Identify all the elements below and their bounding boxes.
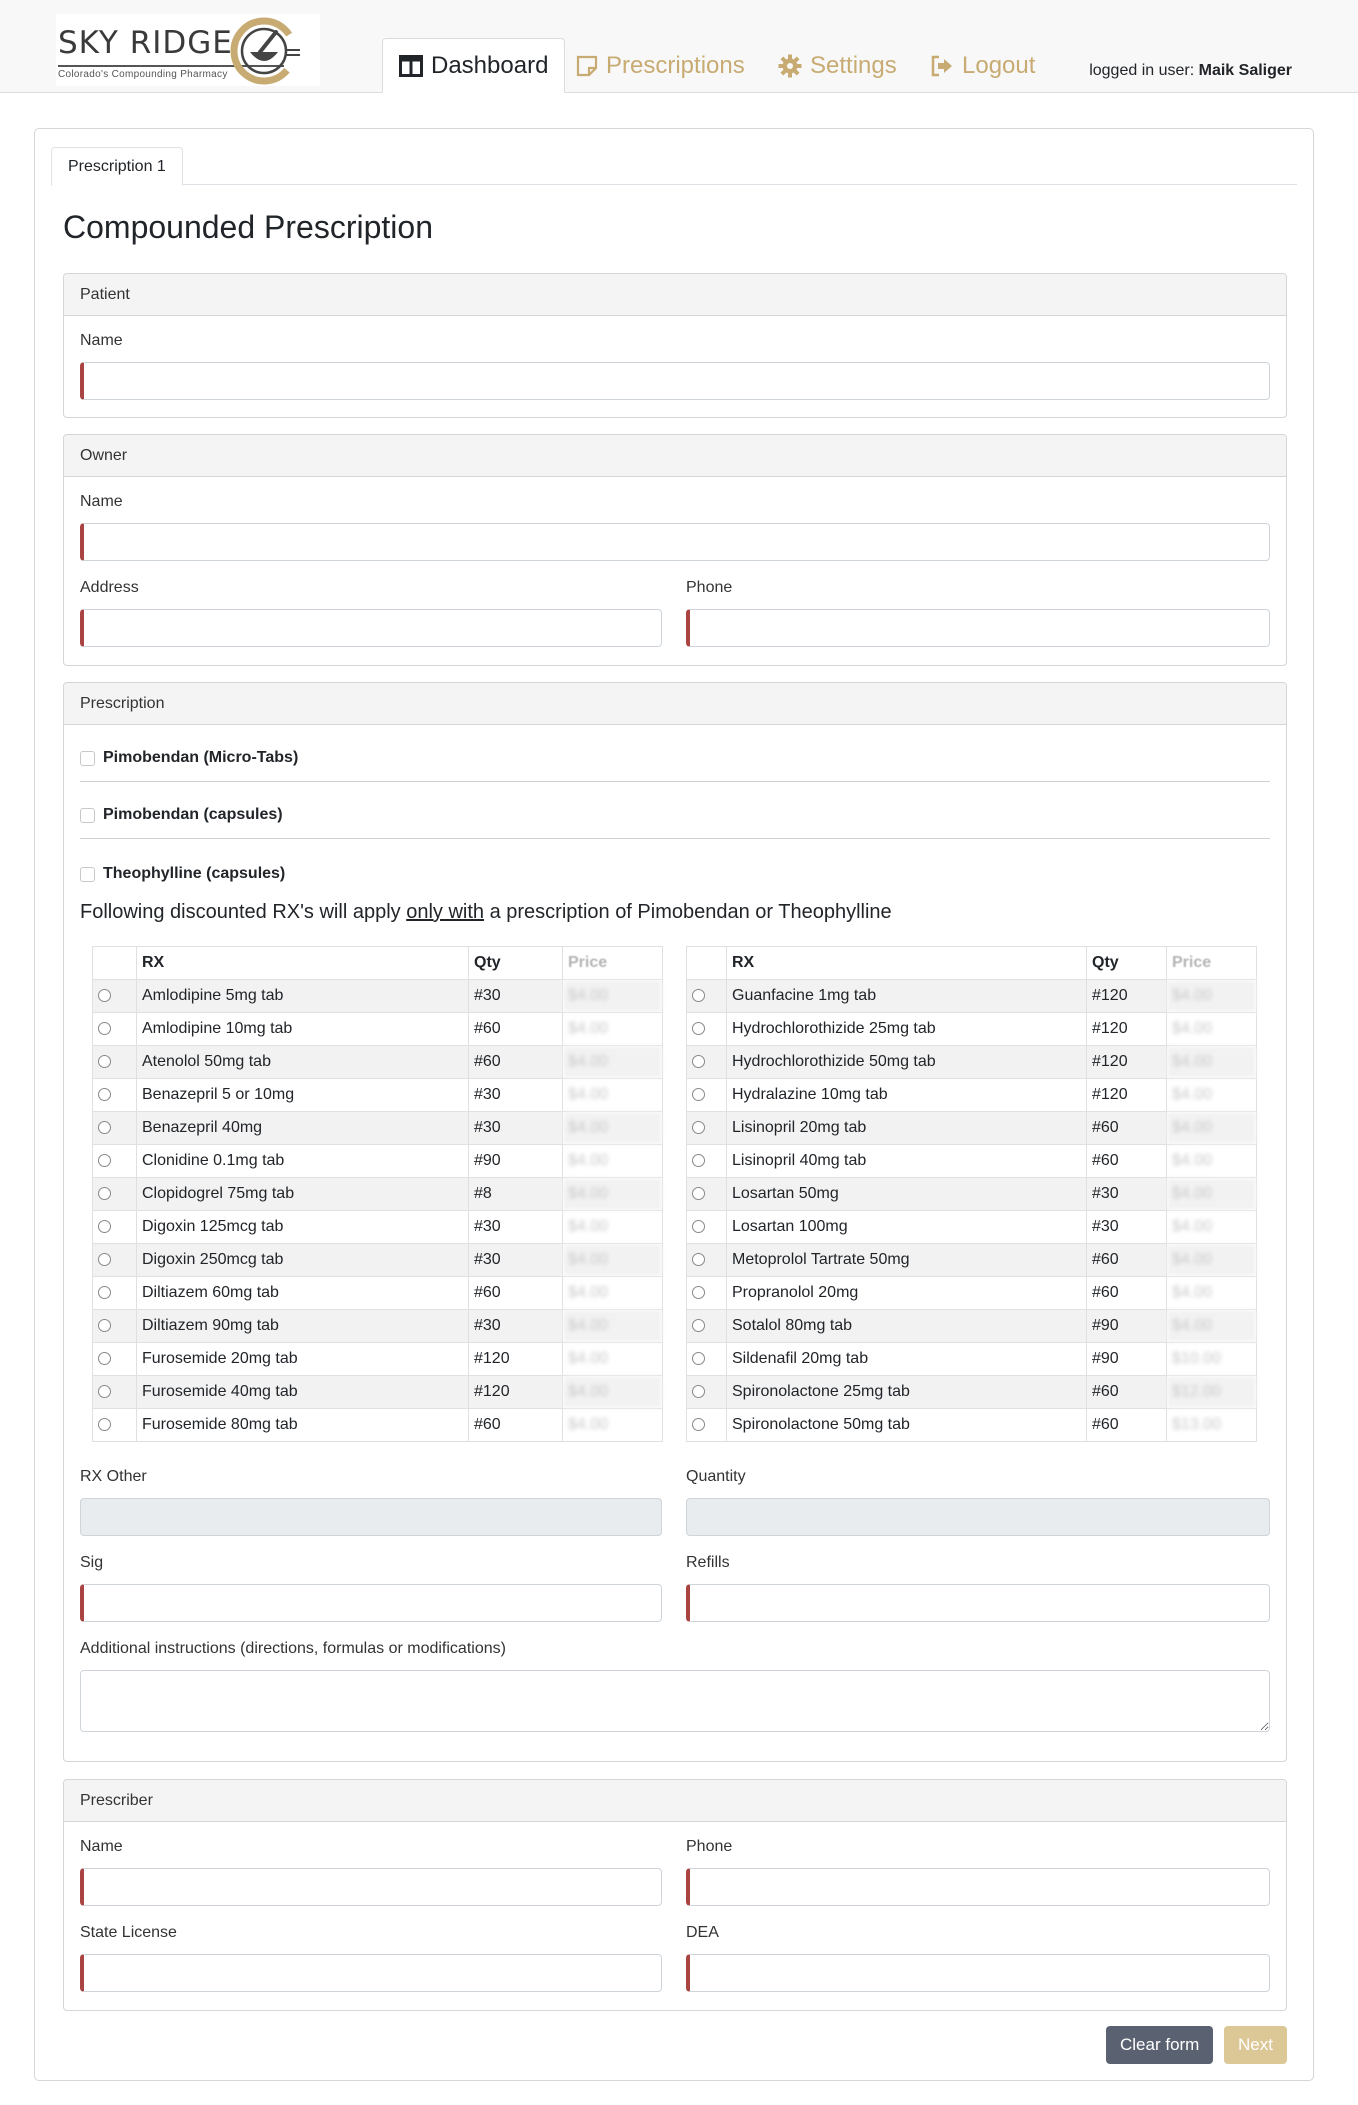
rx-row[interactable] [687,1343,1257,1376]
nav-logout-label: Logout [962,51,1036,79]
rx-price: $4.00 [563,1211,663,1244]
rx-radio[interactable] [692,1154,705,1167]
rx-row[interactable] [93,1079,663,1112]
rx-radio[interactable] [98,1286,111,1299]
rx-radio-cell[interactable] [93,980,137,1013]
rx-qty: #30 [469,980,563,1013]
rx-qty: #60 [469,1013,563,1046]
patient-header: Patient [64,274,1286,316]
rx-name: Diltiazem 60mg tab [137,1277,469,1310]
rx-row[interactable] [93,1013,663,1046]
nav-settings[interactable] [778,38,897,93]
rx-price: $4.00 [563,1310,663,1343]
quantity-input [686,1498,1270,1536]
rx-name: Sotalol 80mg tab [727,1310,1087,1343]
dea-input[interactable] [686,1954,1270,1992]
columns-icon [399,55,423,77]
clear-form-button[interactable]: Clear form [1106,2026,1213,2064]
rx-row[interactable] [93,1112,663,1145]
rx-radio[interactable] [692,1253,705,1266]
rx-radio-cell[interactable] [93,1376,137,1409]
qty-col-header: Qty [1087,947,1167,980]
rx-name: Diltiazem 90mg tab [137,1310,469,1343]
rx-radio[interactable] [98,1088,111,1101]
rx-name: Clonidine 0.1mg tab [137,1145,469,1178]
rx-radio[interactable] [692,1385,705,1398]
radio-col-header [93,947,137,980]
rx-radio-cell[interactable] [93,1112,137,1145]
rx-qty: #30 [469,1310,563,1343]
quantity-label: Quantity [686,1468,746,1485]
rx-radio-cell[interactable] [687,1244,727,1277]
rx-price: $4.00 [1167,1310,1257,1343]
rx-row[interactable] [93,1409,663,1442]
rx-radio[interactable] [98,1418,111,1431]
rx-radio-cell[interactable] [687,1046,727,1079]
rx-name: Hydrochlorothizide 25mg tab [727,1013,1087,1046]
rx-qty: #120 [1087,1013,1167,1046]
prescriber-phone-label: Phone [686,1838,733,1855]
rx-price: $4.00 [563,1079,663,1112]
discount-note-emphasis: only with [406,901,485,923]
rx-radio[interactable] [98,1154,111,1167]
gear-icon [778,54,802,78]
pimobendan-microtabs-label: Pimobendan (Micro-Tabs) [103,749,299,766]
rx-qty: #60 [1087,1244,1167,1277]
rx-radio-cell[interactable] [687,1376,727,1409]
rx-price: $4.00 [1167,1277,1257,1310]
rx-price: $4.00 [563,1145,663,1178]
rx-radio[interactable] [692,1022,705,1035]
rx-name: Clopidogrel 75mg tab [137,1178,469,1211]
rx-name: Amlodipine 10mg tab [137,1013,469,1046]
rx-name: Spironolactone 25mg tab [727,1376,1087,1409]
rx-radio[interactable] [98,1220,111,1233]
rx-row[interactable] [93,1277,663,1310]
rx-radio[interactable] [98,989,111,1002]
pimobendan-capsules-checkbox[interactable] [80,808,95,823]
prescriber-phone-input[interactable] [686,1868,1270,1906]
rx-row[interactable] [93,1046,663,1079]
rx-row[interactable] [687,1112,1257,1145]
rx-price: $4.00 [563,1112,663,1145]
additional-instructions-textarea[interactable] [80,1670,1270,1732]
rx-qty: #120 [469,1376,563,1409]
rx-row[interactable] [687,1211,1257,1244]
rx-qty: #120 [1087,1079,1167,1112]
rx-row[interactable] [687,1013,1257,1046]
main-card [34,128,1314,2081]
rx-radio-cell[interactable] [687,1211,727,1244]
refills-input[interactable] [686,1584,1270,1622]
rx-qty: #90 [1087,1310,1167,1343]
rx-row[interactable] [93,1244,663,1277]
prescriber-header: Prescriber [64,1780,1286,1822]
rx-name: Losartan 100mg [727,1211,1087,1244]
rx-name: Furosemide 40mg tab [137,1376,469,1409]
rx-qty: #60 [1087,1145,1167,1178]
rx-name: Sildenafil 20mg tab [727,1343,1087,1376]
rx-row[interactable] [687,1145,1257,1178]
patient-name-input[interactable] [80,362,1270,400]
rx-qty: #30 [469,1079,563,1112]
rx-radio-cell[interactable] [93,1244,137,1277]
rx-price: $4.00 [563,1376,663,1409]
rx-radio[interactable] [692,1187,705,1200]
rx-radio-cell[interactable] [93,1079,137,1112]
owner-phone-label: Phone [686,579,733,596]
rx-radio-cell[interactable] [93,1409,137,1442]
rx-radio-cell[interactable] [687,1079,727,1112]
rx-price: $4.00 [1167,1244,1257,1277]
mortar-pestle-icon [230,16,302,86]
rx-name: Digoxin 250mcg tab [137,1244,469,1277]
rx-price: $4.00 [563,1013,663,1046]
rx-radio[interactable] [692,1418,705,1431]
rx-qty: #30 [469,1112,563,1145]
rx-qty: #120 [1087,1046,1167,1079]
rx-price: $4.00 [563,980,663,1013]
rx-qty: #90 [1087,1343,1167,1376]
rx-price: $4.00 [563,1046,663,1079]
rx-qty: #30 [1087,1211,1167,1244]
option-pimobendan-microtabs[interactable] [80,749,298,767]
rx-row[interactable] [93,1343,663,1376]
rx-name: Benazepril 5 or 10mg [137,1079,469,1112]
radio-col-header [687,947,727,980]
rx-price: $4.00 [1167,1211,1257,1244]
nav-logout[interactable] [930,38,1035,93]
prescriber-section [63,1779,1287,2011]
state-license-label: State License [80,1924,177,1941]
nav-settings-label: Settings [810,51,897,79]
rx-row[interactable] [687,1310,1257,1343]
discount-note-end: a prescription of Pimobendan or Theophylline [484,901,892,923]
rx-price: $4.00 [1167,1112,1257,1145]
rx-radio[interactable] [692,989,705,1002]
price-col-header: Price [1167,947,1257,980]
rx-row[interactable] [687,1244,1257,1277]
nav-dashboard[interactable] [382,38,565,93]
rx-qty: #60 [1087,1409,1167,1442]
rx-radio[interactable] [98,1319,111,1332]
prescription-tabs [51,147,1297,185]
owner-phone-input[interactable] [686,609,1270,647]
rx-row[interactable] [93,1145,663,1178]
rx-radio-cell[interactable] [687,1343,727,1376]
owner-address-input[interactable] [80,609,662,647]
rx-qty: #60 [469,1409,563,1442]
rx-radio[interactable] [98,1022,111,1035]
rx-row[interactable] [687,1409,1257,1442]
rx-price: $4.00 [1167,1178,1257,1211]
rx-price: $4.00 [563,1244,663,1277]
price-col-header: Price [563,947,663,980]
sig-label: Sig [80,1554,104,1571]
rx-price: $12.00 [1167,1376,1257,1409]
rx-radio-cell[interactable] [93,1046,137,1079]
owner-address-label: Address [80,579,139,596]
refills-label: Refills [686,1554,730,1571]
logout-icon [930,55,954,77]
rx-price: $4.00 [1167,1046,1257,1079]
rx-radio-cell[interactable] [687,1409,727,1442]
rx-name: Benazepril 40mg [137,1112,469,1145]
nav-dashboard-label: Dashboard [431,51,549,79]
rx-qty: #120 [469,1343,563,1376]
rx-row[interactable] [93,1211,663,1244]
dea-label: DEA [686,1924,719,1941]
patient-name-label: Name [80,332,123,349]
option-theophylline-capsules[interactable] [80,865,285,883]
rx-qty: #30 [1087,1178,1167,1211]
rx-name: Furosemide 80mg tab [137,1409,469,1442]
rx-price: $4.00 [563,1343,663,1376]
rx-qty: #60 [469,1046,563,1079]
next-button[interactable]: Next [1224,2026,1287,2064]
rx-name: Atenolol 50mg tab [137,1046,469,1079]
rx-radio-cell[interactable] [687,1277,727,1310]
rx-table-right [686,946,1257,1442]
rx-radio[interactable] [98,1187,111,1200]
rx-radio[interactable] [692,1055,705,1068]
rx-radio[interactable] [98,1352,111,1365]
rx-radio-cell[interactable] [687,1178,727,1211]
rx-name: Digoxin 125mcg tab [137,1211,469,1244]
rx-row[interactable] [93,980,663,1013]
rx-qty: #60 [1087,1277,1167,1310]
patient-section [63,273,1287,418]
rx-radio-cell[interactable] [687,980,727,1013]
rx-qty: #30 [469,1211,563,1244]
rx-row[interactable] [687,1178,1257,1211]
rx-name: Lisinopril 20mg tab [727,1112,1087,1145]
pimobendan-capsules-label: Pimobendan (capsules) [103,806,283,823]
rx-radio[interactable] [98,1253,111,1266]
rx-radio[interactable] [692,1220,705,1233]
rx-radio-cell[interactable] [93,1178,137,1211]
rx-col-header: RX [137,947,469,980]
rx-name: Spironolactone 50mg tab [727,1409,1087,1442]
rx-radio[interactable] [692,1286,705,1299]
pimobendan-microtabs-checkbox[interactable] [80,751,95,766]
rx-price: $4.00 [1167,1013,1257,1046]
prescriber-name-input[interactable] [80,1868,662,1906]
option-pimobendan-capsules[interactable] [80,806,283,824]
discount-note [80,901,892,924]
rx-row[interactable] [687,1376,1257,1409]
brand-logo[interactable] [56,14,320,86]
rx-price: $13.00 [1167,1409,1257,1442]
rx-name: Amlodipine 5mg tab [137,980,469,1013]
rx-radio-cell[interactable] [687,1310,727,1343]
rx-price: $4.00 [563,1409,663,1442]
rx-radio-cell[interactable] [93,1013,137,1046]
logged-in-prefix: logged in user: [1089,62,1195,79]
owner-name-label: Name [80,493,123,510]
nav-prescriptions[interactable] [576,38,745,93]
rx-qty: #120 [1087,980,1167,1013]
theophylline-capsules-label: Theophylline (capsules) [103,865,286,882]
rx-col-header: RX [727,947,1087,980]
rx-radio[interactable] [692,1088,705,1101]
rx-name: Metoprolol Tartrate 50mg [727,1244,1087,1277]
prescription-header: Prescription [64,683,1286,725]
rx-qty: #8 [469,1178,563,1211]
rx-name: Guanfacine 1mg tab [727,980,1087,1013]
rx-price: $4.00 [1167,1145,1257,1178]
owner-name-input[interactable] [80,523,1270,561]
divider [80,781,1270,782]
rx-name: Hydralazine 10mg tab [727,1079,1087,1112]
rx-other-label: RX Other [80,1468,147,1485]
state-license-input[interactable] [80,1954,662,1992]
rx-radio-cell[interactable] [93,1211,137,1244]
brand-tagline: Colorado's Compounding Pharmacy [58,69,228,80]
rx-row[interactable] [93,1310,663,1343]
rx-name: Propranolol 20mg [727,1277,1087,1310]
rx-name: Lisinopril 40mg tab [727,1145,1087,1178]
rx-row[interactable] [687,980,1257,1013]
rx-row[interactable] [687,1079,1257,1112]
rx-radio-cell[interactable] [93,1310,137,1343]
rx-radio[interactable] [98,1385,111,1398]
rx-radio-cell[interactable] [93,1343,137,1376]
rx-qty: #60 [1087,1376,1167,1409]
rx-price: $10.00 [1167,1343,1257,1376]
rx-row[interactable] [687,1277,1257,1310]
note-icon [576,55,598,77]
page-title: Compounded Prescription [63,209,433,245]
prescriber-name-label: Name [80,1838,123,1855]
rx-qty: #60 [469,1277,563,1310]
rx-price: $4.00 [1167,1079,1257,1112]
rx-row[interactable] [93,1178,663,1211]
rx-price: $4.00 [1167,980,1257,1013]
rx-radio-cell[interactable] [687,1145,727,1178]
rx-radio-cell[interactable] [687,1112,727,1145]
rx-row[interactable] [687,1046,1257,1079]
rx-radio[interactable] [692,1319,705,1332]
rx-price: $4.00 [563,1178,663,1211]
top-navbar [0,0,1358,93]
rx-name: Hydrochlorothizide 50mg tab [727,1046,1087,1079]
rx-radio-cell[interactable] [93,1277,137,1310]
rx-radio[interactable] [692,1121,705,1134]
rx-radio[interactable] [692,1352,705,1365]
rx-radio-cell[interactable] [93,1145,137,1178]
qty-col-header: Qty [469,947,563,980]
sig-input[interactable] [80,1584,662,1622]
divider [80,838,1270,839]
rx-other-input [80,1498,662,1536]
rx-radio[interactable] [98,1121,111,1134]
theophylline-capsules-checkbox[interactable] [80,867,95,882]
rx-qty: #90 [469,1145,563,1178]
additional-instructions-label: Additional instructions (directions, formulas or modifications) [80,1640,506,1657]
owner-section [63,434,1287,666]
tab-prescription-1[interactable]: Prescription 1 [51,147,183,186]
rx-table-left [92,946,663,1442]
rx-row[interactable] [93,1376,663,1409]
rx-qty: #60 [1087,1112,1167,1145]
brand-name: SKY RIDGE [58,25,233,61]
nav-prescriptions-label: Prescriptions [606,51,745,79]
prescription-section [63,682,1287,1762]
logged-in-user [1089,62,1292,80]
rx-qty: #30 [469,1244,563,1277]
discount-note-start: Following discounted RX's will apply [80,901,407,923]
rx-price: $4.00 [563,1277,663,1310]
rx-name: Furosemide 20mg tab [137,1343,469,1376]
logged-in-username: Maik Saliger [1198,62,1292,79]
rx-radio-cell[interactable] [687,1013,727,1046]
owner-header: Owner [64,435,1286,477]
rx-name: Losartan 50mg [727,1178,1087,1211]
rx-radio[interactable] [98,1055,111,1068]
